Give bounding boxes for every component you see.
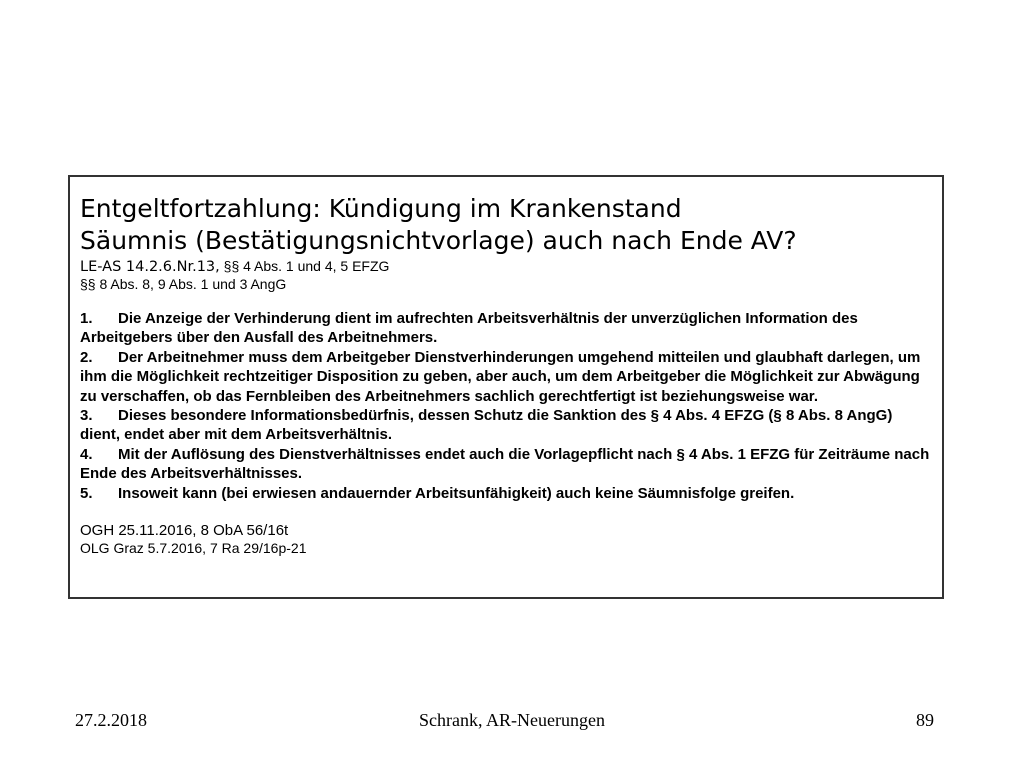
point-1 (80, 309, 932, 348)
legal-reference-1 (80, 258, 932, 276)
point-number: 2. (80, 348, 93, 366)
point-5 (80, 484, 932, 503)
point-text: Die Anzeige der Verhinderung dient im aufrechten Arbeitsverhältnis der unverzüglichen Information des Arbeitgebers über den Ausfall des Arbeitnehmers. (80, 310, 858, 347)
point-text: Dieses besondere Informationsbedürfnis, dessen Schutz die Sanktion des § 4 Abs. 4 EFZG (§ 8 Abs. 8 AngG) dient, endet aber mit dem Arbeitsverhältnis. (80, 407, 893, 444)
point-number: 3. (80, 407, 93, 425)
footer-date: 27.2.2018 (75, 710, 147, 730)
legal-reference-1-prefix: LE-AS 14.2.6.Nr.13, (80, 259, 220, 275)
point-text: Der Arbeitnehmer muss dem Arbeitgeber Dienstverhinderungen umgehend mitteilen und glaubhaft darlegen, um ihm die Möglichkeit rechtzeitiger Disposition zu geben, aber auch, um dem Arbeitgeber die Möglichkeit zur Abwägung zu verschaffen, ob das Fernbleiben des Arbeitnehmers sachlich gerechtfertigt ist beziehungsweise war. (80, 348, 921, 405)
slide-title-line-1: Entgeltfortzahlung: Kündigung im Krankenstand (80, 194, 682, 223)
court-citations (80, 522, 932, 557)
point-3 (80, 406, 932, 445)
point-number: 5. (80, 484, 93, 502)
point-text: Mit der Auflösung des Dienstverhältnisses endet auch die Vorlagepflicht nach § 4 Abs. 1 EFZG für Zeiträume nach Ende des Arbeitsverhältnisses. (80, 445, 930, 483)
footer-presenter: Schrank, AR-Neuerungen (419, 710, 605, 730)
point-text: Insoweit kann (bei erwiesen andauernder Arbeitsunfähigkeit) auch keine Säumnisfolge greifen. (118, 484, 795, 502)
legal-reference-2: §§ 8 Abs. 8, 9 Abs. 1 und 3 AngG (80, 276, 287, 292)
legal-reference-1-rest: §§ 4 Abs. 1 und 4, 5 EFZG (219, 258, 390, 274)
slide-title-line-2: Säumnis (Bestätigungsnichtvorlage) auch nach Ende AV? (80, 226, 797, 255)
point-2 (80, 348, 932, 406)
point-number: 4. (80, 445, 93, 463)
court-citation-olg: OLG Graz 5.7.2016, 7 Ra 29/16p-21 (80, 540, 307, 557)
point-4 (80, 445, 932, 484)
numbered-points (80, 309, 932, 503)
point-number: 1. (80, 310, 93, 327)
footer-page-number: 89 (916, 710, 934, 730)
court-citation-ogh: OGH 25.11.2016, 8 ObA 56/16t (80, 522, 289, 540)
content-box (68, 175, 944, 599)
